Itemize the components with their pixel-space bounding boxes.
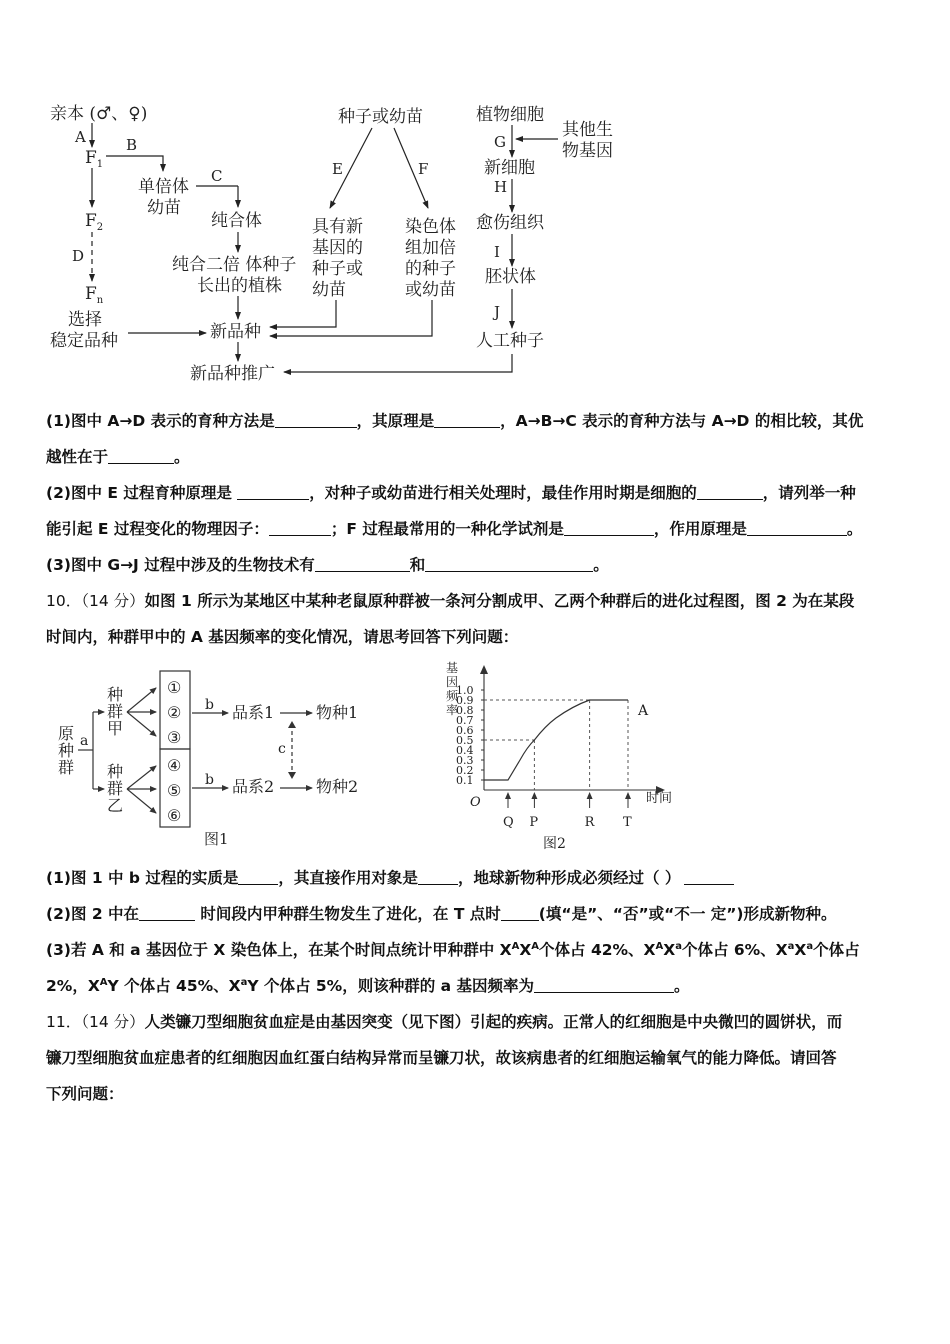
- popA-to-1: [127, 688, 156, 712]
- fn-label: $F_n$: [85, 284, 104, 306]
- poly-label-2: 组加倍: [405, 238, 456, 258]
- y-title-char: 频: [446, 689, 459, 703]
- sup-lower-a-2: a: [787, 940, 795, 952]
- x-mark-label: T: [623, 815, 632, 830]
- species2-label: 物种2: [316, 777, 359, 796]
- new-variety-label: 新品种: [210, 322, 261, 342]
- q11-line-1: [46, 1004, 906, 1040]
- popA-char-1: 种: [107, 685, 124, 704]
- x-mark-arrowhead: [531, 792, 537, 799]
- x-mark-arrowhead: [505, 792, 511, 799]
- gene-frequency-chart: [400, 660, 700, 855]
- b1-label: b: [205, 697, 214, 713]
- q10-p2-text-b: 时间段内甲种群生物发生了进化，在 T 点时: [195, 905, 501, 923]
- other-gene-label-1: 其他生: [562, 120, 613, 140]
- seed-top-label: 种子或幼苗: [338, 107, 423, 127]
- popA-to-3: [127, 712, 156, 736]
- q10-blank-1[interactable]: [238, 866, 278, 885]
- sub-5: ⑤: [167, 781, 182, 800]
- y-title-char: 基: [446, 661, 459, 675]
- sub-4: ④: [167, 756, 182, 775]
- q9-blank-8[interactable]: [747, 517, 847, 536]
- q10-p3-text-d: X: [663, 941, 676, 959]
- q10-intro-1: 如图 1 所示为某地区中某种老鼠原种群被一条河分割成甲、乙两个种群后的进化过程图，图 2 为在某段: [144, 592, 855, 610]
- arrow-newgene-variety: [270, 300, 336, 327]
- embryoid-label: 胚状体: [485, 267, 536, 287]
- step-c-label: C: [211, 167, 223, 185]
- select-label-2: 稳定品种: [50, 331, 118, 351]
- popA-char-3: 甲: [107, 719, 124, 738]
- q10-blank-5[interactable]: [501, 902, 539, 921]
- series-end-label: A: [638, 703, 649, 719]
- q9-p1-text-d: 越性在于: [46, 448, 109, 466]
- sub-3: ③: [167, 728, 182, 747]
- q10-blank-4[interactable]: [139, 902, 195, 921]
- q9-line-2: [46, 439, 906, 475]
- q10-p3-text-e: 个体占 6%、X: [681, 941, 788, 959]
- q10-line-1: [46, 860, 906, 896]
- q9-blank-2[interactable]: [434, 409, 500, 428]
- q10-p3-text-k: 。: [673, 977, 690, 995]
- q9-p3-text-a: (3)图中 G→J 过程中涉及的生物技术有: [46, 556, 315, 574]
- y-tick-label: 1.0: [456, 684, 474, 697]
- q10-blank-2[interactable]: [418, 866, 458, 885]
- arrow-seed-promote: [284, 354, 512, 372]
- q10-blank-3[interactable]: [684, 866, 734, 885]
- poly-label-1: 染色体: [405, 217, 456, 237]
- q9-p3-text-b: 和: [409, 556, 426, 574]
- popB-char-2: 群: [107, 779, 124, 798]
- question-10-parts: [46, 860, 906, 1112]
- q10-intro-line-1: [46, 583, 906, 619]
- haploid-label-1: 单倍体: [138, 177, 189, 197]
- species1-label: 物种1: [316, 703, 359, 722]
- parent-label: 亲本 (♂、♀): [50, 104, 148, 124]
- q10-p2-text-a: (2)图 2 中在: [46, 905, 140, 923]
- popB-to-6: [127, 789, 156, 813]
- line1-label: 品系1: [232, 703, 275, 722]
- sup-lower-a-4: a: [240, 976, 248, 988]
- q9-blank-9[interactable]: [315, 553, 410, 572]
- q9-blank-6[interactable]: [269, 517, 331, 536]
- sub-6: ⑥: [167, 806, 182, 825]
- newgene-label-4: 幼苗: [312, 280, 346, 300]
- step-f-label: F: [418, 160, 429, 178]
- f1-label: $F_1$: [85, 148, 104, 170]
- popB-to-4: [127, 766, 156, 789]
- q10-line-2: [46, 896, 906, 932]
- step-g-label: G: [494, 133, 506, 151]
- popA-char-2: 群: [107, 702, 124, 721]
- a-label: a: [80, 733, 89, 749]
- x-mark-label: Q: [503, 815, 514, 830]
- q11-line-2: [46, 1040, 906, 1076]
- step-a-label: A: [75, 128, 86, 146]
- x-mark-arrowhead: [587, 792, 593, 799]
- fig2-caption: 图2: [543, 836, 566, 852]
- c-label: c: [278, 741, 286, 757]
- q10-p3-text-b: X: [519, 941, 532, 959]
- step-d-label: D: [72, 247, 85, 265]
- q10-p3-text-i: Y 个体占 45%、X: [107, 977, 241, 995]
- poly-label-4: 或幼苗: [405, 280, 456, 300]
- step-j-label: J: [494, 303, 501, 321]
- select-label-1: 选择: [68, 310, 102, 330]
- y-tick-label: 0.3: [456, 754, 474, 767]
- q9-p3-text-c: 。: [593, 556, 609, 574]
- q11-line-3: [46, 1076, 906, 1112]
- q9-p1-text-c: ，A→B→C 表示的育种方法与 A→D 的相比较，其优: [500, 412, 864, 430]
- q11-number: 11．（14 分）: [46, 1013, 145, 1031]
- sup-a-2: A: [531, 940, 540, 952]
- q9-p2-text-a: (2)图中 E 过程育种原理是: [46, 484, 238, 502]
- haploid-label-2: 幼苗: [147, 198, 181, 218]
- promote-label: 新品种推广: [190, 364, 275, 384]
- b2-label: b: [205, 772, 214, 788]
- popB-char-3: 乙: [107, 796, 124, 815]
- step-e-label: E: [332, 160, 343, 178]
- x-axis-title: 时间: [646, 791, 673, 806]
- diploid-label-1: 纯合二倍 体种子: [172, 255, 297, 275]
- sup-a-3: A: [655, 940, 664, 952]
- origin-char-2: 种: [58, 741, 75, 760]
- isolation-c-down: [288, 772, 296, 779]
- arrow-poly-variety: [270, 300, 432, 336]
- pure-label: 纯合体: [211, 211, 262, 231]
- q10-intro-line-2: [46, 619, 906, 655]
- x-mark-label: P: [529, 815, 539, 830]
- q9-line-1: [46, 403, 906, 439]
- q9-p1-text-e: 。: [174, 448, 190, 466]
- y-tick-label: 0.9: [456, 694, 474, 707]
- q9-blank-7[interactable]: [564, 517, 654, 536]
- question-9: [46, 403, 906, 655]
- newgene-label-3: 种子或: [312, 259, 363, 279]
- step-h-label: H: [494, 178, 508, 196]
- y-tick-label: 0.5: [456, 734, 474, 747]
- f2-label: $F_2$: [85, 211, 104, 233]
- line2-label: 品系2: [232, 777, 275, 796]
- speciation-figure: [0, 668, 390, 853]
- q9-p2-text-e: ；F 过程最常用的一种化学试剂是: [330, 520, 564, 538]
- q11-text-3: 下列问题：: [46, 1085, 124, 1103]
- y-tick-label: 0.1: [456, 774, 474, 787]
- q10-p1-text-c: ，地球新物种形成必须经过（ ）: [457, 869, 681, 887]
- q10-p3-text-a: (3)若 A 和 a 基因位于 X 染色体上，在某个时间点统计甲种群中 X: [46, 941, 512, 959]
- q10-p3-text-g: 个体占: [813, 941, 860, 959]
- newgene-label-1: 具有新: [312, 217, 363, 237]
- q9-p2-text-c: ，请列举一种: [762, 484, 856, 502]
- q9-line-4: [46, 511, 906, 547]
- other-gene-label-2: 物基因: [562, 141, 613, 161]
- q10-p3-text-f: X: [794, 941, 807, 959]
- step-i-label: I: [494, 243, 500, 261]
- newgene-label-2: 基因的: [312, 238, 363, 258]
- q9-blank-10[interactable]: [425, 553, 593, 572]
- q9-p2-text-g: 。: [846, 520, 863, 538]
- sub-1: ①: [167, 678, 182, 697]
- q9-p1-text-a: (1)图中 A→D 表示的育种方法是: [46, 412, 275, 430]
- q9-p2-text-b: ，对种子或幼苗进行相关处理时，最佳作用时期是细胞的: [309, 484, 697, 502]
- q9-blank-3[interactable]: [108, 445, 174, 464]
- q10-p1-text-b: ，其直接作用对象是: [278, 869, 418, 887]
- q10-blank-6[interactable]: [534, 974, 674, 993]
- callus-label: 愈伤组织: [476, 213, 544, 233]
- y-title-char: 率: [446, 703, 459, 717]
- q9-line-3: [46, 475, 906, 511]
- x-mark-label: R: [584, 815, 595, 830]
- q9-p1-text-b: ，其原理是: [356, 412, 435, 430]
- poly-label-3: 的种子: [405, 259, 456, 279]
- y-tick-label: 0.8: [456, 704, 474, 717]
- artificial-seed-label: 人工种子: [476, 331, 544, 351]
- x-mark-arrowhead: [625, 792, 631, 799]
- q10-number: 10．（14 分）: [46, 592, 145, 610]
- origin-label: O: [470, 795, 481, 810]
- origin-char-1: 原: [58, 724, 75, 743]
- q9-line-5: [46, 547, 906, 583]
- sup-lower-a-3: a: [806, 940, 814, 952]
- sup-a-4: A: [99, 976, 108, 988]
- q10-intro-2: 时间内，种群甲中的 A 基因频率的变化情况，请思考回答下列问题：: [46, 628, 519, 646]
- fig1-caption: 图1: [204, 830, 229, 848]
- q11-text-1: 人类镰刀型细胞贫血症是由基因突变（见下图）引起的疾病。正常人的红细胞是中央微凹的圆饼状，而: [144, 1013, 843, 1031]
- y-tick-label: 0.4: [456, 744, 474, 757]
- q11-text-2: 镰刀型细胞贫血症患者的红细胞因血红蛋白结构异常而呈镰刀状，故该病患者的红细胞运输氧气的能力降低。请回答: [46, 1049, 837, 1067]
- step-b-label: B: [126, 136, 138, 154]
- q10-p2-text-c: (填“是”、“否”或“不一 定”)形成新物种。: [538, 905, 837, 923]
- q10-p3-text-c: 个体占 42%、X: [539, 941, 656, 959]
- plant-cell-label: 植物细胞: [476, 105, 544, 125]
- new-cell-label: 新细胞: [484, 158, 535, 178]
- q9-blank-1[interactable]: [275, 409, 357, 428]
- q9-blank-5[interactable]: [697, 481, 763, 500]
- sup-lower-a-1: a: [675, 940, 682, 952]
- y-tick-label: 0.7: [456, 714, 474, 727]
- arrow-b: [106, 156, 163, 171]
- diploid-label-2: 长出的植株: [197, 276, 282, 296]
- origin-char-3: 群: [58, 758, 75, 777]
- q9-blank-4[interactable]: [237, 481, 309, 500]
- q10-p1-text-a: (1)图 1 中 b 过程的实质是: [46, 869, 239, 887]
- q10-line-3: [46, 932, 906, 968]
- y-tick-label: 0.6: [456, 724, 474, 737]
- y-axis-arrow: [480, 665, 488, 674]
- q10-p3-text-j: Y 个体占 5%，则该种群的 a 基因频率为: [247, 977, 534, 995]
- q9-p2-text-d: 能引起 E 过程变化的物理因子：: [46, 520, 269, 538]
- q10-p3-text-h: 2%，X: [46, 977, 100, 995]
- q9-p2-text-f: ，作用原理是: [653, 520, 747, 538]
- y-title-char: 因: [446, 675, 459, 689]
- series-a-line: [484, 700, 628, 780]
- sub-2: ②: [167, 703, 182, 722]
- y-tick-label: 0.2: [456, 764, 474, 777]
- breeding-diagram: [0, 95, 950, 390]
- popB-char-1: 种: [107, 762, 124, 781]
- sup-a-1: A: [511, 940, 520, 952]
- isolation-c-up: [288, 721, 296, 728]
- q10-line-4: [46, 968, 906, 1004]
